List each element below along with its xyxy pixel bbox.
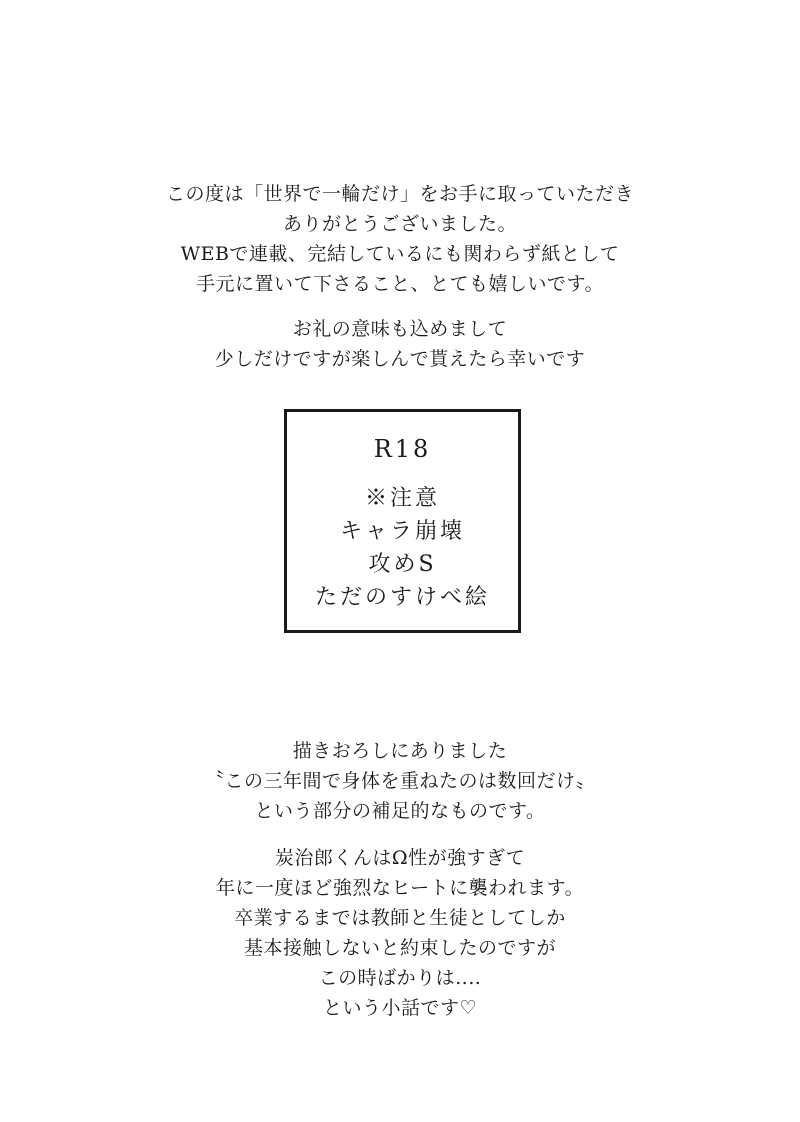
- story-line: 卒業するまでは教師と生徒としてしか: [234, 907, 566, 929]
- story-line: 基本接触しないと約束したのですが: [243, 937, 556, 959]
- note-paragraph: [0, 736, 800, 826]
- thanks-line: お礼の意味も込めまして: [292, 318, 508, 340]
- content-warning-box: [284, 409, 521, 633]
- intro-line: この度は「世界で一輪だけ」をお手に取っていただき: [165, 183, 634, 205]
- intro-line: WEBで連載、完結しているにも関わらず紙として: [180, 243, 620, 265]
- intro-line: ありがとうございました。: [282, 213, 517, 235]
- note-line: という部分の補足的なものです。: [254, 800, 546, 822]
- story-paragraph: [0, 843, 800, 1023]
- note-line: 描きおろしにありました: [292, 740, 508, 762]
- story-line: この時ばかりは‥‥: [318, 967, 482, 989]
- warning-item: キャラ崩壊: [339, 519, 465, 544]
- warning-list: [287, 482, 518, 614]
- thanks-paragraph: [0, 314, 800, 374]
- story-line: という小話です♡: [322, 997, 478, 1019]
- intro-line: 手元に置いて下さること、とても嬉しいです。: [196, 273, 604, 295]
- thanks-line: 少しだけですが楽しんで貰えたら幸いです: [214, 348, 586, 370]
- warning-item: 攻めS: [368, 552, 437, 577]
- age-rating-label: R18: [373, 435, 432, 463]
- story-line: 年に一度ほど強烈なヒートに襲われます。: [215, 877, 585, 899]
- warning-item: ただのすけべ絵: [314, 585, 490, 610]
- warning-item: ※注意: [364, 486, 440, 511]
- intro-paragraph: [0, 179, 800, 299]
- story-line: 炭治郎くんはΩ性が強すぎて: [274, 847, 526, 869]
- note-line: 〝この三年間で身体を重ねたのは数回だけ〟: [204, 770, 595, 792]
